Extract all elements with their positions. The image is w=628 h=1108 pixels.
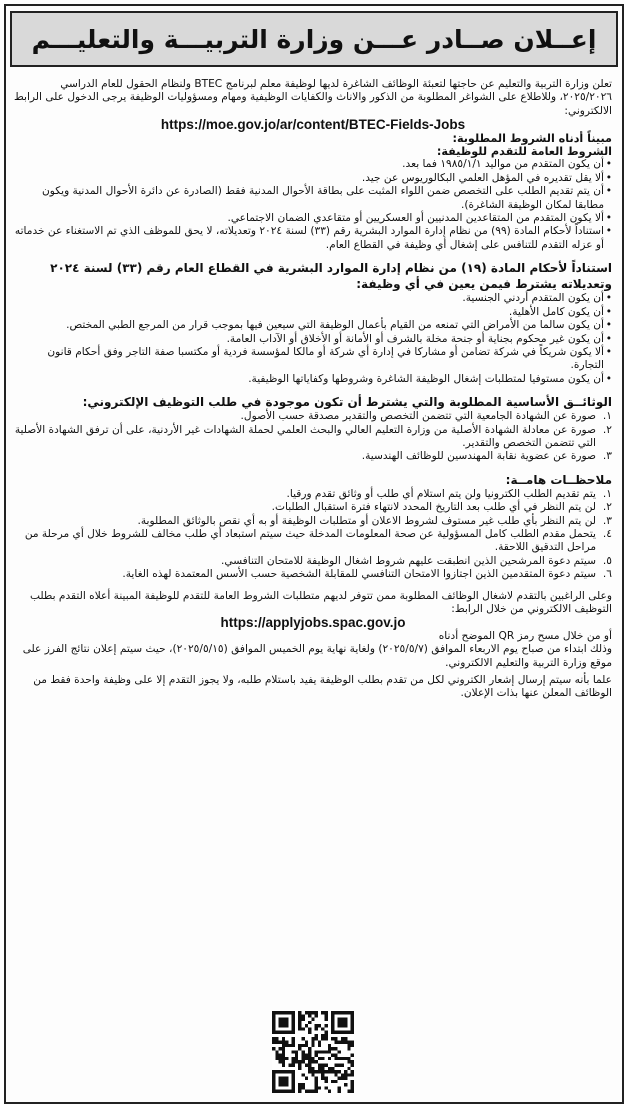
general-condition-item: • أن يكون المتقدم من مواليد ١٩٨٥/١/١ فما بعد.	[14, 158, 612, 171]
note-item	[14, 568, 612, 581]
note-item	[14, 488, 612, 501]
item-text: لن يتم النظر في أي طلب بعد التاريخ المحدد لانتهاء فترة استقبال الطلبات.	[271, 501, 596, 514]
article19-heading: استناداً لأحكام المادة (١٩) من نظام إدارة الموارد البشرية في القطاع العام رقم (٣٣) لسنة ٢٠٢٤ وتعديلاته يشترط فيمن يعين في أي وظيفة:	[50, 261, 612, 292]
general-condition-item: • ألا يقل تقديره في المؤهل العلمي البكالوريوس عن جيد.	[14, 172, 612, 185]
note-item	[14, 501, 612, 514]
article19-condition-item: • أن يكون سالما من الأمراض التي تمنعه من القيام بأعمال الوظيفة التي سيعين فيها بموجب قرار من المرجع الطبي المختص.	[14, 319, 612, 332]
item-text: سيتم دعوة المرشحين الذين انطبقت عليهم شروط اشغال الوظيفة للامتحان التنافسي.	[221, 554, 596, 567]
note-item	[14, 528, 612, 555]
announcement-title: إعــلان صــادر عـــن وزارة التربيـــة والتعليـــم	[31, 24, 597, 54]
general-condition-item: • أن يتم تقديم الطلب على التخصص ضمن اللواء المثبت على بطاقة الأحوال المدنية فقط (الصادرة عن دائرة الأحوال المدنية ويكون مطابقا لمكان الوظيفة الشاغرة).	[14, 185, 612, 212]
item-text: سيتم دعوة المتقدمين الذين اجتازوا الامتحان التنافسي للمقابلة الشخصية حسب الأسس المعتمدة لهذه الغاية.	[122, 568, 596, 581]
qr-code-graphic	[272, 1011, 354, 1093]
document-item	[14, 450, 612, 463]
general-conditions-heading: الشروط العامة للتقدم للوظيفة:	[436, 145, 612, 159]
general-condition-item: • ألا يكون المتقدم من المتقاعدين المدنيين أو العسكريين أو متقاعدي الضمان الاجتماعي.	[14, 212, 612, 225]
article19-conditions-list	[14, 292, 612, 386]
documents-heading: الوثائــق الأساسية المطلوبة والتي يشترط أن تكون موجودة في طلب التوظيف الإلكتروني:	[82, 395, 612, 410]
article19-condition-item: • أن يكون غير محكوم بجناية أو جنحة مخلة بالشرف أو الأمانة أو الأخلاق أو الآداب العامة.	[14, 333, 612, 346]
note-item	[14, 555, 612, 568]
apply-jobs-link[interactable]: https://applyjobs.spac.gov.jo	[220, 615, 406, 631]
item-text: يتم تقديم الطلب الكترونيا ولن يتم استلام أي طلب أو وثائق تقدم ورقيا.	[286, 487, 596, 500]
item-number: ١.	[602, 487, 612, 500]
intro-paragraph: تعلن وزارة التربية والتعليم عن حاجتها لتعبئة الوظائف الشاغرة لديها لوظيفة معلم لبرنامج BTEC ولنظام الحقول للعام الدراسي ٢٠٢٥/٢٠٢٦، وللاطلاع على الشواغر المطلوبة من الذكور والاناث والكفايات الوظيفية ومهام ومسؤوليات الوظيفة يرجى الدخول على الرابط الالكتروني:	[13, 78, 612, 117]
dates-paragraph: وذلك ابتداء من صباح يوم الاربعاء الموافق (٢٠٢٥/٥/٧) ولغاية نهاية يوم الخميس الموافق (٢٠٢٥/٥/١٥)، حيث سيتم إعلان نتائج الفرز على موقع وزارة التربية والتعليم الالكتروني.	[22, 643, 612, 669]
article19-condition-item: • أن يكون كامل الأهلية.	[14, 306, 612, 319]
item-text: لن يتم النظر بأي طلب غير مستوف لشروط الاعلان أو متطلبات الوظيفة أو به أي نقص بالوثائق المطلوبة.	[137, 514, 596, 527]
final-paragraph: علما بأنه سيتم إرسال إشعار الكتروني لكل من تقدم بطلب الوظيفة يفيد باستلام طلبه، ولا يجوز التقدم إلا على وظيفة واحدة فقط من الوظائف المعلن عنها بذات الإعلان.	[33, 674, 612, 700]
general-condition-item: • استناداً لأحكام المادة (٩٩) من نظام إدارة الموارد البشرية رقم (٣٣) لسنة ٢٠٢٤ وتعديلاته، لا يحق للموظف الذي تم الاستغناء عن خدماته أو عزله التقدم للتنافس على إشغال أي وظيفة في القطاع العام.	[14, 225, 612, 252]
item-number: ٦.	[602, 568, 612, 581]
documents-list	[14, 410, 612, 464]
item-number: ٥.	[602, 554, 612, 567]
moe-jobs-link[interactable]: https://moe.gov.jo/ar/content/BTEC-Fields-Jobs	[160, 117, 466, 133]
notes-heading: ملاحظــات هامــة:	[505, 472, 612, 487]
item-number: ١.	[602, 410, 612, 423]
article19-condition-item: • ألا يكون شريكاً في شركة تضامن أو مشاركا في إدارة أي شركة أو مالكا لمؤسسة فردية أو مكتسبا صفة التاجر وفق أحكام قانون التجارة.	[14, 346, 612, 373]
note-item	[14, 515, 612, 528]
item-number: ٤.	[602, 527, 612, 540]
qr-instruction: أو من خلال مسح رمز QR الموضح أدناه	[438, 629, 612, 642]
item-number: ٢.	[602, 423, 612, 436]
item-text: صورة عن الشهادة الجامعية التي تتضمن التخصص والتقدير مصدقة حسب الأصول.	[240, 410, 596, 423]
document-item	[14, 410, 612, 423]
title-band	[10, 11, 618, 67]
announcement-body	[14, 78, 612, 701]
item-text: يتحمل مقدم الطلب كامل المسؤولية عن صحة المعلومات المدخلة حيث سيتم استبعاد أي طلب مخالف للشروط خلال أي مرحلة من مراحل التدقيق اللاحقة.	[24, 527, 596, 554]
qr-code-icon[interactable]	[272, 1011, 354, 1093]
item-number: ٣.	[602, 514, 612, 527]
item-text: صورة عن معادلة الشهادة الأصلية من وزارة التعليم العالي والبحث العلمي لحملة الشهادات غير الأردنية، على أن ترفق الشهادة الأصلية التي تتضمن التخصص والتقدير.	[14, 423, 596, 449]
notes-list	[14, 488, 612, 582]
conditions-heading: مبيناً أدناه الشروط المطلوبة:	[452, 131, 612, 145]
document-item	[14, 424, 612, 451]
item-number: ٣.	[602, 450, 612, 463]
apply-paragraph: وعلى الراغبين بالتقدم لاشغال الوظائف المطلوبة ممن تتوفر لديهم متطلبات الشروط العامة للتقدم للوظيفة المبينة أعلاه التقدم بطلب التوظيف الالكتروني من خلال الرابط:	[30, 589, 612, 615]
general-conditions-list	[14, 158, 612, 252]
item-number: ٢.	[602, 501, 612, 514]
article19-condition-item: • أن يكون مستوفيا لمتطلبات إشغال الوظيفة الشاغرة وشروطها وكفاياتها الوظيفية.	[14, 373, 612, 386]
item-text: صورة عن عضوية نقابة المهندسين للوظائف الهندسية.	[361, 450, 596, 463]
article19-condition-item: • أن يكون المتقدم أردني الجنسية.	[14, 292, 612, 305]
